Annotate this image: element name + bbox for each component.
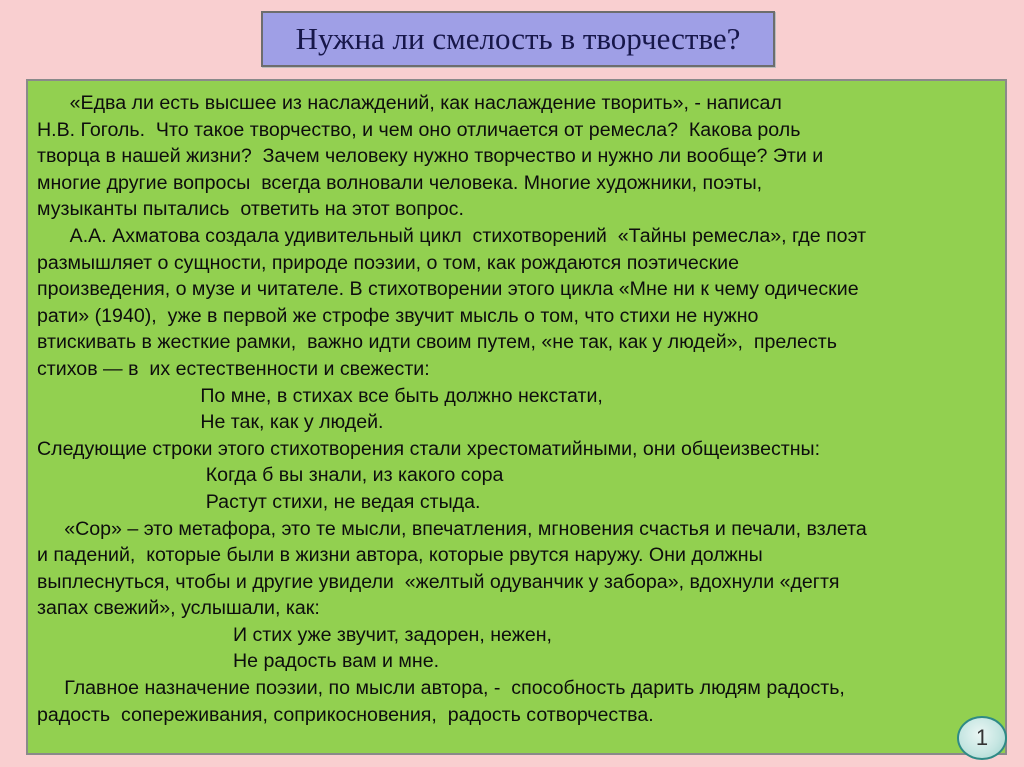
poem-line: Когда б вы знали, из какого сора xyxy=(37,464,504,487)
text-line: «Сор» – это метафора, это те мысли, впечатления, мгновения счастья и печали, взлета xyxy=(37,517,867,540)
text-line: А.А. Ахматова создала удивительный цикл стихотворений «Тайны ремесла», где поэт xyxy=(37,224,867,247)
poem-line: Растут стихи, не ведая стыда. xyxy=(37,490,481,513)
text-line: выплеснуться, чтобы и другие увидели «желтый одуванчик у забора», вдохнули «дегтя xyxy=(37,570,840,593)
poem-line: Не радость вам и мне. xyxy=(37,650,440,673)
title-banner xyxy=(261,11,775,67)
text-line: радость сопереживания, соприкосновения, радость сотворчества. xyxy=(37,703,654,726)
poem-line: Не так, как у людей. xyxy=(37,411,384,434)
text-line: Следующие строки этого стихотворения стали хрестоматийными, они общеизвестны: xyxy=(37,437,821,460)
slide-title: Нужна ли смелость в творчестве? xyxy=(295,21,741,56)
text-line: рати» (1940), уже в первой же строфе звучит мысль о том, что стихи не нужно xyxy=(37,304,759,327)
page-number-badge[interactable] xyxy=(957,716,1007,760)
text-line: многие другие вопросы всегда волновали человека. Многие художники, поэты, xyxy=(37,171,763,194)
text-line: и падений, которые были в жизни автора, которые рвутся наружу. Они должны xyxy=(37,544,763,567)
poem-line: И стих уже звучит, задорен, нежен, xyxy=(37,623,553,646)
text-line: Главное назначение поэзии, по мысли автора, - способность дарить людям радость, xyxy=(37,677,845,700)
text-line: «Едва ли есть высшее из наслаждений, как наслаждение творить», - написал xyxy=(37,92,782,114)
text-line: втискивать в жесткие рамки, важно идти своим путем, «не так, как у людей», прелесть xyxy=(37,331,837,354)
text-line: стихов — в их естественности и свежести: xyxy=(37,357,430,380)
text-line: музыканты пытались ответить на этот вопрос. xyxy=(37,198,464,221)
text-line: произведения, о музе и читателе. В стихотворении этого цикла «Мне ни к чему одические xyxy=(37,278,859,301)
text-line: Н.В. Гоголь. Что такое творчество, и чем оно отличается от ремесла? Какова роль xyxy=(37,118,801,141)
poem-line: По мне, в стихах все быть должно некстати, xyxy=(37,384,603,407)
text-panel xyxy=(26,79,1007,755)
text-line: запах свежий», услышали, как: xyxy=(37,597,320,620)
text-line: размышляет о сущности, природе поэзии, о том, как рождаются поэтические xyxy=(37,251,740,274)
text-line: творца в нашей жизни? Зачем человеку нужно творчество и нужно ли вообще? Эти и xyxy=(37,145,824,168)
page-number: 1 xyxy=(975,725,989,750)
